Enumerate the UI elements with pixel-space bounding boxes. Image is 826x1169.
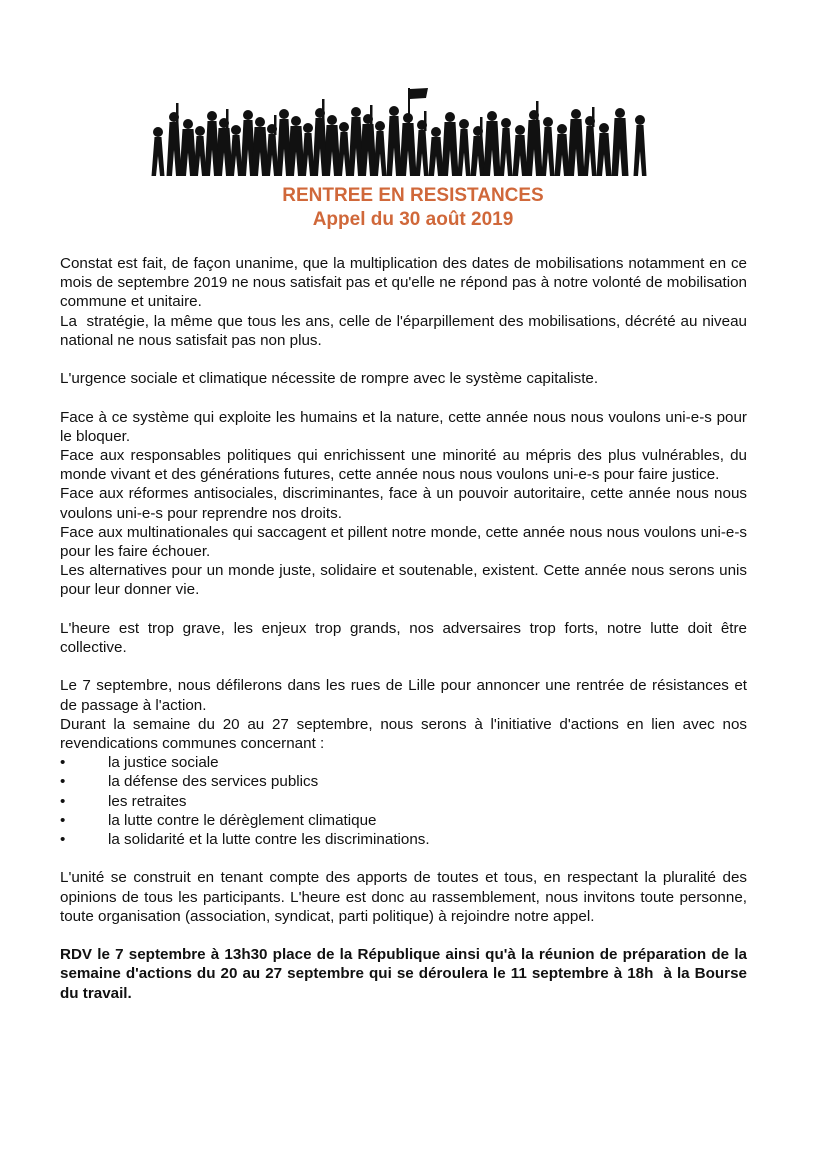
figure-body	[324, 125, 341, 176]
figure-head	[195, 126, 205, 136]
figure-head	[445, 112, 455, 122]
list-item-text: la lutte contre le dérèglement climatique	[108, 811, 377, 829]
figure-body	[597, 133, 612, 176]
figure-head	[339, 122, 349, 132]
figure-arm	[226, 109, 229, 129]
figure-arm	[592, 107, 595, 127]
figure-head	[599, 123, 609, 133]
figure-body	[542, 127, 555, 176]
figure-body	[416, 130, 429, 176]
figure-body	[584, 126, 597, 176]
figure-body	[360, 124, 377, 176]
figure-head	[207, 111, 217, 121]
paragraph: Face aux réformes antisociales, discriminantes, face à un pouvoir autoritaire, cette année nous nous voulons uni-e-s pour reprendre nos droits.	[60, 485, 747, 522]
figure-body	[374, 131, 387, 176]
figure-body	[634, 125, 647, 176]
paragraph: La stratégie, la même que tous les ans, celle de l'éparpillement des mobilisations, décrété au niveau national ne nous satisfait pas non plus.	[60, 312, 752, 349]
figure-head	[615, 108, 625, 118]
paragraph: Face aux multinationales qui saccagent et pillent notre monde, cette année nous nous voulons uni-e-s pour les faire échouer.	[60, 523, 747, 561]
figure-head	[291, 116, 301, 126]
paragraph: Face à ce système qui exploite les humains et la nature, cette année nous nous voulons uni-e-s pour le bloquer.	[60, 408, 747, 445]
bullet-icon: •	[60, 831, 66, 849]
figure-arm	[536, 101, 539, 121]
figure-head	[183, 119, 193, 129]
figure-head	[557, 124, 567, 134]
figure-head	[255, 117, 265, 127]
figure-arm	[424, 111, 427, 131]
page-title: RENTREE EN RESISTANCES	[282, 185, 544, 206]
paragraph: L'urgence sociale et climatique nécessite de rompre avec le système capitaliste.	[60, 370, 599, 388]
figure-body	[513, 135, 528, 176]
paragraph: Durant la semaine du 20 au 27 septembre, nous serons à l'initiative d'actions en lien avec nos revendications communes concernant :	[60, 715, 747, 753]
figure-head	[571, 109, 581, 119]
figure-body	[266, 134, 279, 176]
figure-head	[303, 123, 313, 133]
flag-pole	[408, 88, 410, 138]
figure-body	[194, 136, 207, 176]
list-item-text: la justice sociale	[108, 754, 219, 772]
figure-arm	[176, 103, 179, 123]
figure-arm	[322, 99, 325, 119]
figure-arm	[480, 117, 483, 137]
figure-head	[459, 119, 469, 129]
paragraph: Constat est fait, de façon unanime, que la multiplication des dates de mobilisations notamment en ce mois de septembre 2019 ne nous satisfait pas et qu'elle ne répond pas à notre volonté de mobilisation commune et unitaire.	[60, 255, 747, 311]
figure-arm	[370, 105, 373, 125]
figure-body	[288, 126, 305, 176]
figure-head	[487, 111, 497, 121]
figure-head	[635, 115, 645, 125]
figure-head	[243, 110, 253, 120]
paragraph: Le 7 septembre, nous défilerons dans les rues de Lille pour annoncer une rentrée de résistances et de passage à l'action.	[60, 677, 747, 714]
figure-body	[152, 137, 165, 176]
paragraph: Les alternatives pour un monde juste, solidaire et soutenable, existent. Cette année nous serons unis pour leur donner vie.	[60, 562, 747, 599]
document-body	[60, 254, 752, 1003]
paragraph: L'unité se construit en tenant compte des apports de toutes et tous, en respectant la pluralité des opinions de tous les participants. L'heure est donc au rassemblement, nous invitons toute personne, toute organisation (association, syndicat, parti politique) à rejoindre notre appel.	[60, 869, 747, 925]
list-item	[60, 830, 747, 849]
figure-head	[279, 109, 289, 119]
figure-arm	[274, 115, 277, 135]
figure-head	[327, 115, 337, 125]
figure-body	[429, 137, 444, 176]
figure-body	[387, 116, 402, 176]
figure-body	[442, 122, 459, 176]
figure-body	[252, 127, 269, 176]
figure-body	[500, 128, 513, 176]
figure-head	[431, 127, 441, 137]
figure-body	[216, 128, 233, 176]
figure-body	[302, 133, 315, 176]
list-item	[60, 772, 747, 791]
figure-head	[515, 125, 525, 135]
figure-head	[375, 121, 385, 131]
page-subtitle: Appel du 30 août 2019	[312, 209, 514, 230]
figure-head	[501, 118, 511, 128]
list-item	[60, 792, 747, 811]
flag	[410, 88, 428, 99]
figure-body	[568, 119, 585, 176]
bullet-icon: •	[60, 792, 66, 810]
title-block	[0, 184, 826, 232]
figure-head	[153, 127, 163, 137]
figure-head	[351, 107, 361, 117]
rdv-paragraph: RDV le 7 septembre à 13h30 place de la République ainsi qu'à la réunion de préparation de la semaine d'actions du 20 au 27 septembre qui se déroulera le 11 septembre à 18h à la Bourse du travail.	[60, 946, 752, 1002]
list-item-text: les retraites	[108, 792, 187, 810]
paragraph: Face aux responsables politiques qui enrichissent une minorité au mépris des plus vulnérables, du monde vivant et des générations futures, cette année nous nous voulons uni-e-s pour faire justice.	[60, 447, 747, 484]
figure-body	[230, 135, 243, 176]
figure-body	[458, 129, 471, 176]
list-item	[60, 753, 747, 772]
figure-body	[555, 134, 570, 176]
marching-crowd-banner-image	[150, 86, 660, 178]
figure-body	[612, 118, 629, 176]
figure-body	[471, 136, 486, 176]
list-item-text: la solidarité et la lutte contre les discriminations.	[108, 831, 430, 849]
bullet-icon: •	[60, 811, 66, 829]
figure-body	[180, 129, 197, 176]
figure-body	[484, 121, 501, 176]
figure-head	[231, 125, 241, 135]
bullet-list	[60, 753, 747, 849]
list-item-text: la défense des services publics	[108, 773, 319, 791]
figure-head	[543, 117, 553, 127]
figure-body	[526, 120, 543, 176]
bullet-icon: •	[60, 754, 66, 772]
figure-body	[167, 122, 182, 176]
figure-body	[338, 132, 351, 176]
figure-head	[389, 106, 399, 116]
bullet-icon: •	[60, 773, 66, 791]
paragraph: L'heure est trop grave, les enjeux trop grands, nos adversaires trop forts, notre lutte doit être collective.	[60, 619, 747, 657]
list-item	[60, 811, 747, 830]
